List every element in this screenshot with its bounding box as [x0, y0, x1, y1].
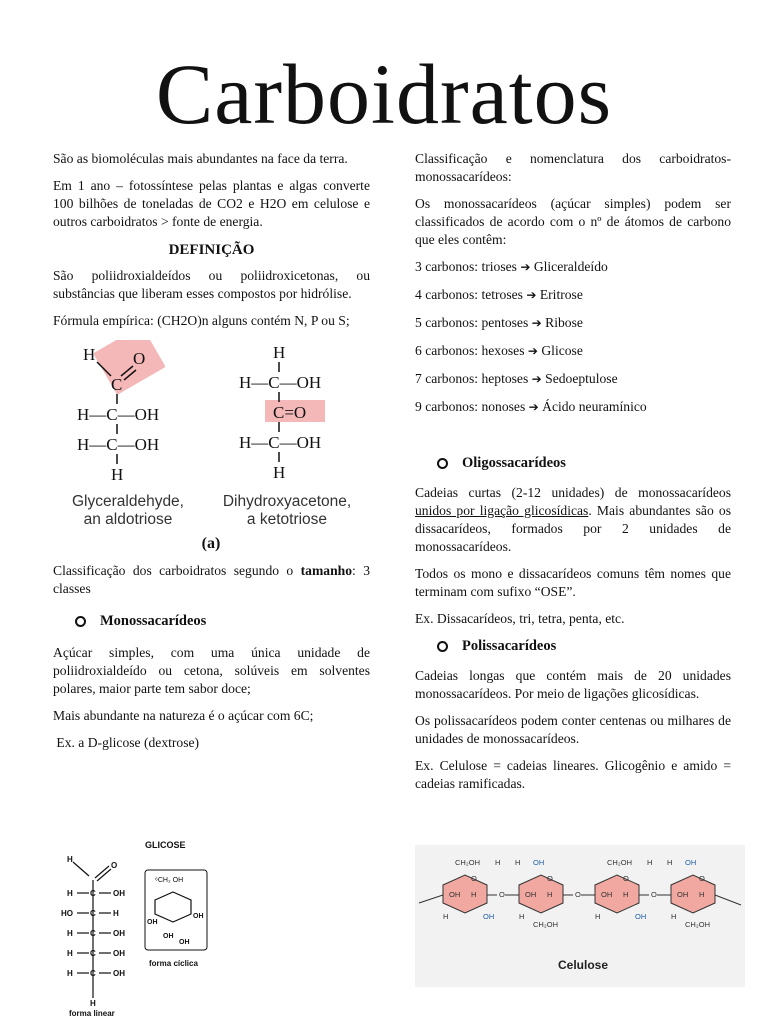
cellulose-label: Celulose	[557, 958, 609, 972]
oligosaccharides-heading	[415, 454, 731, 472]
gly-h-top: H	[83, 345, 96, 364]
cellulose-inner-h: H	[623, 890, 629, 899]
page-title: Carboidratos	[155, 46, 613, 142]
cellulose-inner-oh: OH	[449, 890, 461, 899]
carbon-class-prefix: 6 carbonos: hexoses	[415, 343, 525, 358]
cellulose-inner-oh: OH	[677, 890, 689, 899]
gly-c1: C	[111, 375, 123, 394]
glucose-top-h: H	[67, 855, 73, 864]
polysaccharides-paragraph: Cadeias longas que contém mais de 20 unidades monossacarídeos. Por meio de ligações glicosídicas.	[415, 668, 731, 701]
monosaccharides-heading-text: Monossacarídeos	[100, 613, 207, 629]
carbon-class-example: Ácido neuramínico	[542, 399, 647, 414]
definition-heading: DEFINIÇÃO	[168, 242, 255, 258]
left-column	[53, 150, 370, 761]
glucose-row-carbon: C	[90, 909, 96, 918]
cellulose-h: H	[667, 858, 673, 867]
glycosidic-oxygen: O	[575, 890, 581, 899]
dha-caption-line1: Dihydroxyacetone,	[222, 493, 352, 510]
cellulose-inner-oh: OH	[601, 890, 613, 899]
carbon-class-item	[415, 258, 731, 276]
cellulose-oh: OH	[483, 912, 495, 921]
arrow-right-icon: ➔	[520, 260, 531, 274]
cellulose-oh: OH	[635, 912, 647, 921]
arrow-right-icon: ➔	[528, 400, 539, 414]
glucose-row-left: H	[67, 969, 73, 978]
cyclic-oh-2: OH	[193, 913, 204, 920]
oligosaccharides-heading-text: Oligossacarídeos	[462, 455, 566, 471]
cellulose-ch2oh: CH₂OH	[607, 858, 632, 867]
glucose-title: GLICOSE	[145, 840, 186, 850]
cellulose-inner-oh: OH	[525, 890, 537, 899]
oligosaccharides-paragraph	[415, 484, 731, 556]
carbon-class-example: Glicose	[541, 343, 583, 358]
carbon-class-item	[415, 286, 731, 304]
glucose-row-carbon: C	[90, 969, 96, 978]
glucose-figure	[55, 838, 215, 1018]
carbon-class-list	[415, 258, 731, 416]
glucose-row-right: OH	[113, 929, 125, 938]
cellulose-ring-o: O	[623, 874, 629, 883]
gly-row3: H—C—OH	[77, 435, 160, 454]
cellulose-lower-h: H	[595, 912, 601, 921]
glucose-row-carbon: C	[90, 929, 96, 938]
cellulose-h: H	[495, 858, 501, 867]
gly-o: O	[133, 349, 146, 368]
most-abundant-paragraph: Mais abundante na natureza é o açúcar com 6C;	[53, 708, 314, 723]
glucose-row-carbon: C	[90, 889, 96, 898]
cellulose-ch2oh: CH₂OH	[455, 858, 480, 867]
carbon-class-prefix: 3 carbonos: trioses	[415, 259, 517, 274]
gly-row2: H—C—OH	[77, 405, 160, 424]
right-column	[415, 150, 731, 802]
cellulose-h: H	[515, 858, 521, 867]
glucose-top-o: O	[111, 861, 118, 870]
aldehyde-highlight	[93, 340, 165, 395]
carbon-class-example: Eritrose	[539, 287, 583, 302]
carbon-class-prefix: 7 carbonos: heptoses	[415, 371, 529, 386]
cellulose-lower-h: H	[519, 912, 525, 921]
bullet-circle-icon	[437, 641, 448, 652]
size-classification-pre: Classificação dos carboidratos segundo o	[53, 563, 294, 578]
classification-description: Os monossacarídeos (açúcar simples) podem ser classificados de acordo com o nº de átomos de carbono que eles contêm:	[415, 196, 731, 247]
glucose-bottom-h: H	[90, 999, 96, 1008]
photosynthesis-paragraph: Em 1 ano – fotossíntese pelas plantas e algas converte 100 bilhões de toneladas de CO2 e H2O em celulose e outros carboidratos > fonte de energia.	[53, 178, 370, 229]
ose-suffix-paragraph: Todos os mono e dissacarídeos comuns têm nomes que terminam com sufixo “OSE”.	[415, 566, 731, 599]
glucose-cyclic-label: forma cíclica	[149, 959, 198, 968]
dha-row1: H—C—OH	[239, 373, 322, 392]
carbon-class-item	[415, 370, 731, 388]
glucose-row-right: OH	[113, 969, 125, 978]
monosaccharides-heading	[53, 612, 370, 630]
cellulose-lower-h: H	[671, 912, 677, 921]
oligo-text-pre: Cadeias curtas (2-12 unidades) de monossacarídeos	[415, 485, 731, 500]
cellulose-inner-h: H	[471, 890, 477, 899]
monosaccharides-description: Açúcar simples, com uma única unidade de poliidroxialdeído ou cetona, solúveis em solventes polares, maior parte tem sabor doce;	[53, 645, 370, 696]
carbon-class-prefix: 5 carbonos: pentoses	[415, 315, 529, 330]
carbon-class-prefix: 4 carbonos: tetroses	[415, 287, 523, 302]
bullet-circle-icon	[75, 616, 86, 627]
figure-a-label: (a)	[201, 535, 221, 552]
cellulose-lower-h: H	[443, 912, 449, 921]
polysaccharides-heading-text: Polissacarídeos	[462, 638, 557, 654]
size-classification-paragraph	[53, 562, 370, 598]
cellulose-oh: OH	[533, 858, 545, 867]
cellulose-ring-o: O	[699, 874, 705, 883]
carbon-class-item	[415, 342, 731, 360]
arrow-right-icon: ➔	[531, 316, 542, 330]
dha-row2: C=O	[273, 403, 307, 422]
glucose-row-right: OH	[113, 889, 125, 898]
cyclic-oh-1: OH	[147, 919, 158, 926]
triose-structures-figure	[53, 340, 370, 552]
glucose-row-left: H	[67, 949, 73, 958]
oligo-text-underline: unidos por ligação glicosídicas	[415, 503, 589, 518]
carbon-class-example: Gliceraldeído	[533, 259, 608, 274]
dha-caption-line2: a ketotriose	[246, 511, 328, 528]
carbon-class-item	[415, 398, 731, 416]
cellulose-figure	[415, 845, 745, 987]
polysaccharides-heading	[415, 637, 731, 655]
gly-h-bottom: H	[111, 465, 124, 484]
gly-caption-line1: Glyceraldehyde,	[71, 493, 185, 510]
dha-h-bottom: H	[273, 463, 286, 482]
dha-h-top: H	[273, 343, 286, 362]
cellulose-inner-h: H	[699, 890, 705, 899]
arrow-right-icon: ➔	[527, 344, 538, 358]
glucose-row-right: OH	[113, 949, 125, 958]
carbon-class-item	[415, 314, 731, 332]
carbon-class-example: Ribose	[545, 315, 583, 330]
cellulose-ring-o: O	[547, 874, 553, 883]
gly-caption-line2: an aldotriose	[83, 511, 173, 528]
empirical-formula-paragraph: Fórmula empírica: (CH2O)n alguns contém N, P ou S;	[53, 313, 350, 328]
bullet-circle-icon	[437, 458, 448, 469]
size-classification-post: : 3 classes	[53, 563, 370, 596]
oligo-text-post: . Mais abundantes são os dissacarídeos, formados por 2 unidades de monossacarídeos.	[415, 503, 731, 554]
cyclic-oh-4: OH	[179, 939, 190, 946]
glucose-row-carbon: C	[90, 949, 96, 958]
size-classification-bold: tamanho	[300, 563, 353, 578]
definition-paragraph: São poliidroxialdeídos ou poliidroxicetonas, ou substâncias que liberam esses compostos por hidrólise.	[53, 268, 370, 301]
glucose-row-right: H	[113, 909, 119, 918]
polysaccharides-size-paragraph: Os polissacarídeos podem conter centenas ou milhares de unidades de monossacarídeos.	[415, 713, 731, 746]
cellulose-oh: OH	[685, 858, 697, 867]
carbon-class-prefix: 9 carbonos: nonoses	[415, 399, 526, 414]
cyclic-oh-3: OH	[163, 933, 174, 940]
carbon-class-example: Sedoeptulose	[545, 371, 618, 386]
intro-paragraph: São as biomoléculas mais abundantes na face da terra.	[53, 151, 348, 166]
glucose-row-left: H	[67, 929, 73, 938]
glucose-row-left: HO	[61, 909, 73, 918]
glycosidic-oxygen: O	[651, 890, 657, 899]
glucose-linear-label: forma linear	[69, 1009, 115, 1018]
classification-intro: Classificação e nomenclatura dos carboidratos- monossacarídeos:	[415, 151, 731, 184]
cellulose-ch2oh: CH₂OH	[685, 920, 710, 929]
polysaccharides-example-paragraph: Ex. Celulose = cadeias lineares. Glicogênio e amido = cadeias ramificadas.	[415, 758, 731, 791]
cyclic-ch2oh: ⁶CH₂ OH	[155, 877, 184, 884]
cellulose-ring-o: O	[471, 874, 477, 883]
cellulose-ch2oh: CH₂OH	[533, 920, 558, 929]
cellulose-h: H	[647, 858, 653, 867]
cellulose-inner-h: H	[547, 890, 553, 899]
arrow-right-icon: ➔	[526, 288, 537, 302]
glycosidic-oxygen: O	[499, 890, 505, 899]
arrow-right-icon: ➔	[531, 372, 542, 386]
dha-row3: H—C—OH	[239, 433, 322, 452]
glucose-example-paragraph: Ex. a D-glicose (dextrose)	[53, 735, 200, 750]
glucose-row-left: H	[67, 889, 73, 898]
oligo-example-paragraph: Ex. Dissacarídeos, tri, tetra, penta, etc.	[415, 611, 625, 626]
